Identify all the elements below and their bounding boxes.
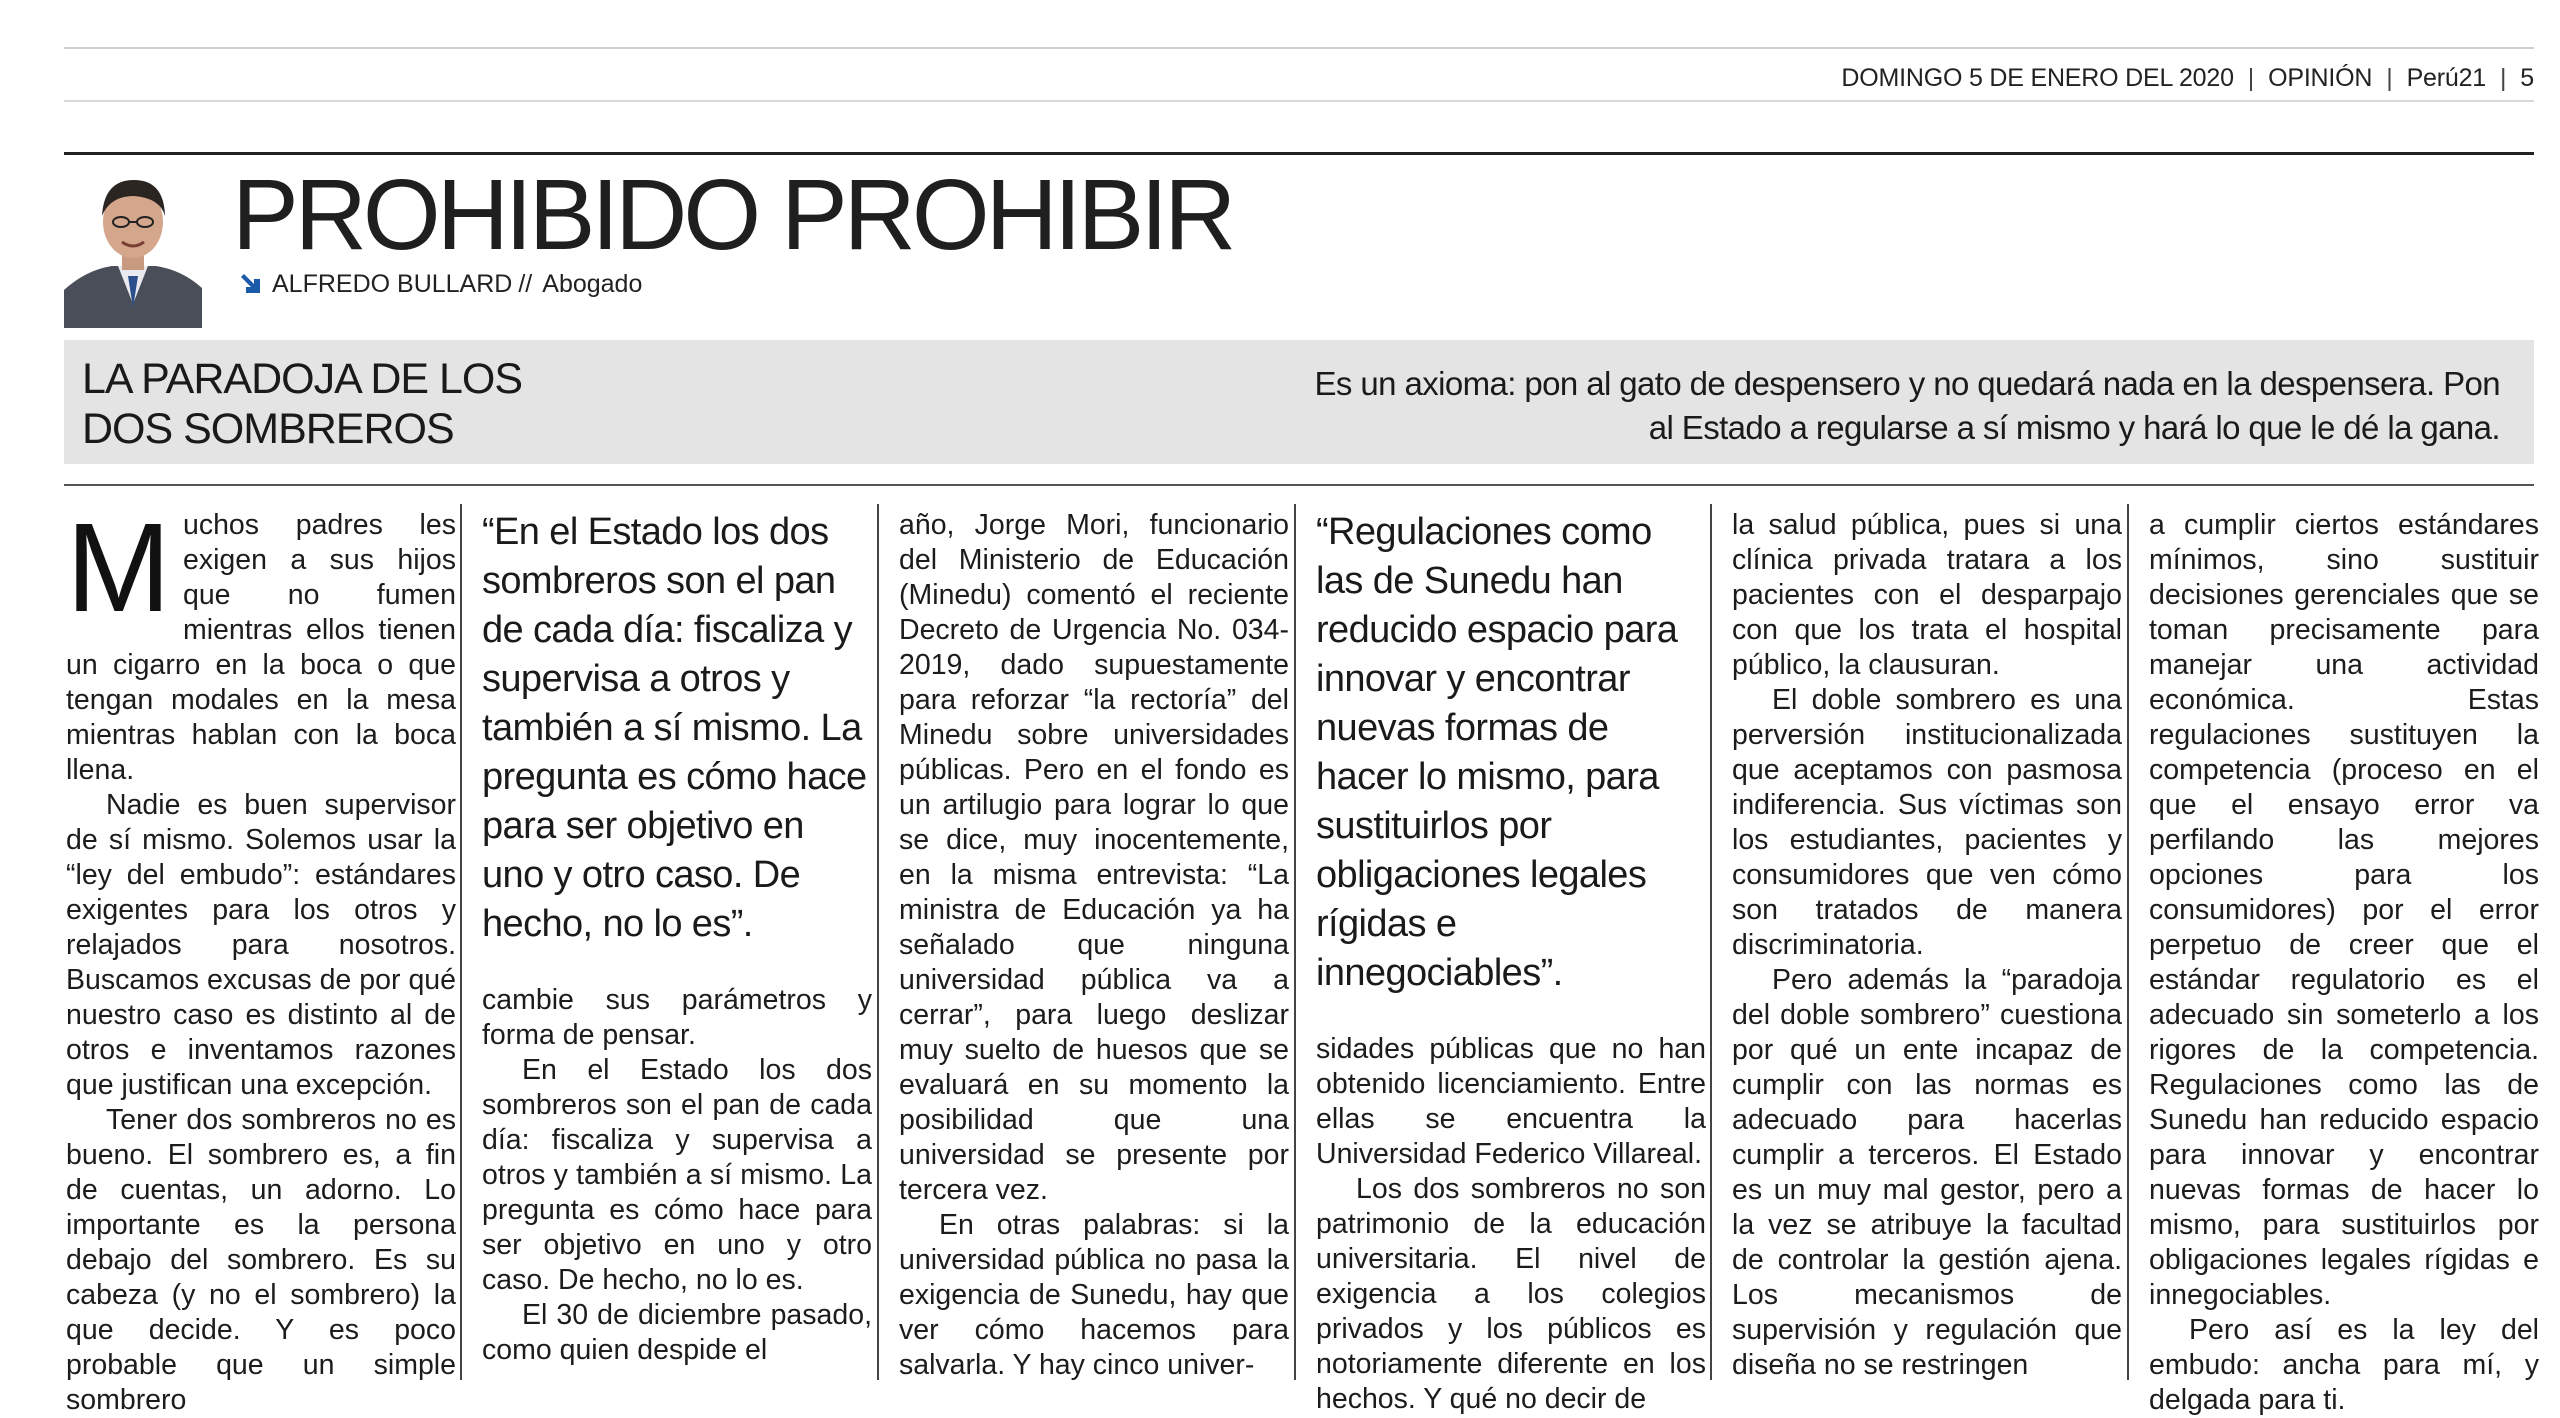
author-role: Abogado: [542, 270, 643, 298]
paragraph: la salud pública, pues si una clínica privada tratara a los pacientes con el desparpajo con que los trata el hospital público, la clausuran.: [1732, 509, 2122, 681]
article-column-4: [1316, 508, 1706, 1417]
column-divider: [1710, 504, 1712, 1380]
article-title: LA PARADOJA DE LOS DOS SOMBREROS: [82, 355, 523, 453]
article-column-1: [66, 497, 456, 1418]
paragraph: Tener dos sombreros no es bueno. El sombrero es, a fin de cuentas, un adorno. Lo importante es la persona debajo del sombrero. Es su cabeza (y no el sombrero) la que decide. Y es poco probable que un simple sombrero: [66, 1104, 456, 1416]
article-column-6: [2149, 508, 2539, 1418]
paragraph: cambie sus parámetros y forma de pensar.: [482, 984, 872, 1051]
arrow-down-right-icon: [238, 271, 264, 297]
heading-rule: [64, 152, 2534, 155]
band-rule: [64, 484, 2534, 486]
drop-cap: M: [66, 497, 171, 638]
paragraph: El 30 de diciembre pasado, como quien despide el: [482, 1299, 872, 1366]
author-name: ALFREDO BULLARD: [272, 270, 513, 298]
paragraph: sidades públicas que no han obtenido licenciamiento. Entre ellas se encuentra la Universidad Federico Villareal.: [1316, 1033, 1706, 1170]
paragraph: Los dos sombreros no son patrimonio de la educación universitaria. El nivel de exigencia a los colegios privados y los públicos es notoriamente diferente en los hechos. Y qué no decir de: [1316, 1173, 1706, 1415]
author-byline: [238, 266, 642, 302]
header-paper: Perú21: [2406, 63, 2486, 92]
header-rule: [64, 100, 2534, 102]
header-separator: |: [2386, 63, 2393, 92]
top-rule: [64, 47, 2534, 49]
article-lead: Es un axioma: pon al gato de despensero y no quedará nada en la despensera. Pon al Estado a regularse a sí mismo y hará lo que le dé la gana.: [1314, 365, 2500, 446]
paragraph: a cumplir ciertos estándares mínimos, sino sustituir decisiones gerenciales que se toman precisamente para manejar una actividad económica. Estas regulaciones sustituyen la competencia (proceso en el que el ensayo error va perfilando las mejores opciones para los consumidores) por el error perpetuo de creer que el estándar regulatorio es el adecuado sin someterlo a los rigores de la competencia. Regulaciones como las de Sunedu han reducido espacio para innovar y encontrar nuevas formas de hacer lo mismo, para sustituirlos por obligaciones legales rígidas e innegociables.: [2149, 509, 2539, 1311]
header-section: OPINIÓN: [2268, 63, 2373, 92]
pull-quote: “En el Estado los dos sombreros son el pan de cada día: fiscaliza y supervisa a otros y también a sí mismo. La pregunta es cómo hace para ser objetivo en uno y otro caso. De hecho, no lo es”.: [482, 511, 867, 945]
paragraph: Pero así es la ley del embudo: ancha para mí, y delgada para ti.: [2149, 1314, 2539, 1416]
paragraph: Pero además la “paradoja del doble sombrero” cuestiona por qué un ente incapaz de cumplir con las normas es adecuado para hacerlas cumplir a terceros. El Estado es un muy mal gestor, pero a la vez se atribuye la facultad de controlar la gestión ajena. Los mecanismos de supervisión y regulación que diseña no se restringen: [1732, 964, 2122, 1381]
header-separator: |: [2247, 63, 2255, 92]
author-photo: [64, 158, 202, 328]
column-divider: [877, 504, 879, 1380]
article-column-2: [482, 508, 872, 1368]
paragraph: Nadie es buen supervisor de sí mismo. Solemos usar la “ley del embudo”: estándares exigentes para los otros y relajados para nosotros. Buscamos excusas de por qué nuestro caso es distinto al de otros e inventamos razones que justifican una excepción.: [66, 789, 456, 1101]
paragraph: El doble sombrero es una perversión institucionalizada que aceptamos con pasmosa indiferencia. Sus víctimas son los estudiantes, pacientes y consumidores que ven cómo son tratados de manera discriminatoria.: [1732, 684, 2122, 961]
paragraph: año, Jorge Mori, funcionario del Ministerio de Educación (Minedu) comentó el reciente Decreto de Urgencia No. 034-2019, dado supuestamente para reforzar “la rectoría” del Minedu sobre universidades públicas. Pero en el fondo es un artilugio para lograr lo que se dice, muy inocentemente, en la misma entrevista: “La ministra de Educación ya ha señalado que ninguna universidad pública va a cerrar”, para luego deslizar muy suelto de huesos que se evaluará en su momento la posibilidad que una universidad se presente por tercera vez.: [899, 509, 1289, 1206]
column-divider: [460, 504, 462, 1380]
paragraph: En el Estado los dos sombreros son el pan de cada día: fiscaliza y supervisa a otros y también a sí mismo. La pregunta es cómo hace para ser objetivo en uno y otro caso. De hecho, no lo es.: [482, 1054, 872, 1296]
pull-quote: “Regulaciones como las de Sunedu han reducido espacio para innovar y encontrar nuevas formas de hacer lo mismo, para sustituirlos por obligaciones legales rígidas e innegociables”.: [1316, 511, 1678, 994]
column-divider: [2127, 504, 2129, 1380]
column-divider: [1294, 504, 1296, 1380]
header-date: DOMINGO 5 DE ENERO DEL 2020: [1841, 63, 2234, 92]
header-separator: |: [2499, 63, 2507, 92]
column-title: PROHIBIDO PROHIBIR: [232, 159, 1233, 271]
byline-separator: //: [518, 270, 533, 298]
header-page-number: 5: [2520, 63, 2534, 92]
article-column-3: [899, 508, 1289, 1383]
paragraph: uchos padres les exigen a sus hijos que no fumen mientras ellos tienen un cigarro en la boca o que tengan modales en la mesa mientras hablan con la boca llena.: [66, 509, 456, 786]
page-header: [1841, 60, 2534, 96]
article-column-5: [1732, 508, 2122, 1383]
paragraph: En otras palabras: si la universidad pública no pasa la exigencia de Sunedu, hay que ver cómo hacemos para salvarla. Y hay cinco univer-: [899, 1209, 1289, 1381]
